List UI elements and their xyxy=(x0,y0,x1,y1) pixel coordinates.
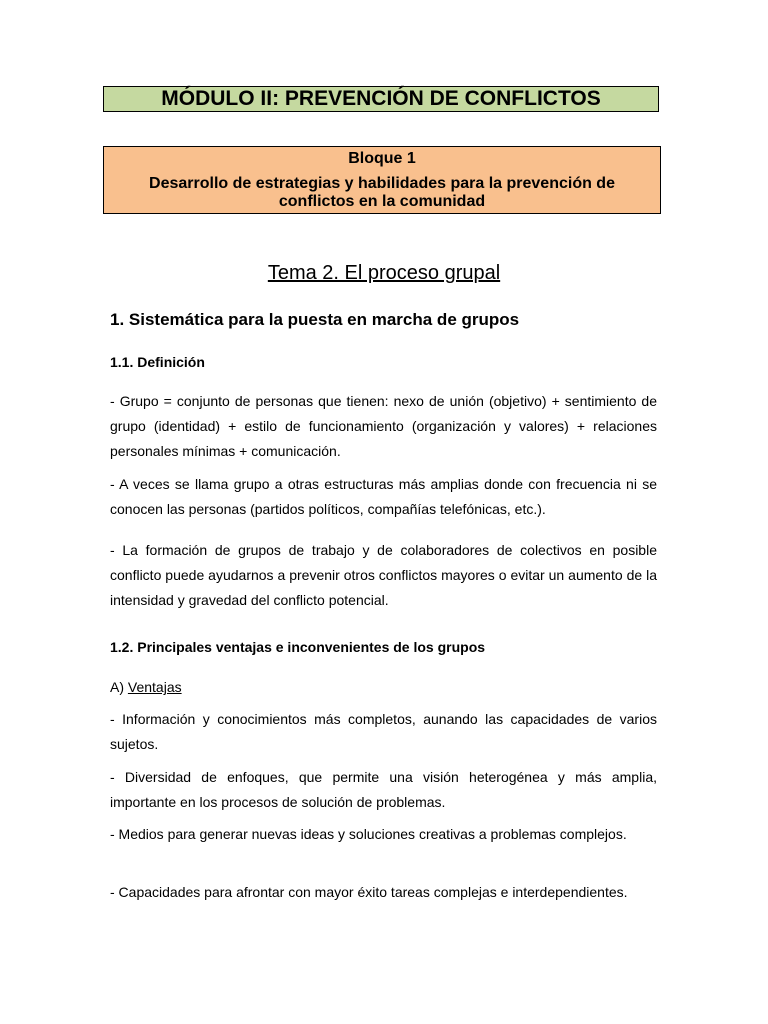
module-title-box xyxy=(103,86,659,112)
ventaja-item-2: - Diversidad de enfoques, que permite una visión heterogénea y más amplia, importante en los procesos de solución de problemas. xyxy=(110,769,657,810)
definition-paragraph-2: - A veces se llama grupo a otras estructuras más amplias donde con frecuencia ni se conocen las personas (partidos políticos, compañías telefónicas, etc.). xyxy=(110,476,657,517)
ventajas-label xyxy=(110,678,182,696)
bloque-box xyxy=(103,146,661,214)
ventaja-item-3: - Medios para generar nuevas ideas y soluciones creativas a problemas complejos. xyxy=(110,826,627,842)
ventaja-item-1: - Información y conocimientos más completos, aunando las capacidades de varios sujetos. xyxy=(110,711,657,752)
definition-paragraph-1: - Grupo = conjunto de personas que tienen: nexo de unión (objetivo) + sentimiento de grupo (identidad) + estilo de funcionamiento (organización y valores) + relaciones personales mínimas + comunicación. xyxy=(110,393,657,459)
bloque-subtitle: Desarrollo de estrategias y habilidades para la prevención de conflictos en la comunidad xyxy=(149,175,615,210)
section-1-heading: 1. Sistemática para la puesta en marcha de grupos xyxy=(110,310,520,329)
ventajas-word: Ventajas xyxy=(127,679,182,695)
ventajas-prefix: A) xyxy=(110,679,128,695)
module-title: MÓDULO II: PREVENCIÓN DE CONFLICTOS xyxy=(161,87,601,110)
bloque-title: Bloque 1 xyxy=(348,150,416,167)
subsection-1-1-heading: 1.1. Definición xyxy=(110,354,205,370)
definition-paragraph-3: - La formación de grupos de trabajo y de colaboradores de colectivos en posible conflicto puede ayudarnos a prevenir otros conflictos mayores o evitar un aumento de la intensidad y gravedad del conflicto potencial. xyxy=(110,542,657,608)
ventaja-item-4: - Capacidades para afrontar con mayor éxito tareas complejas e interdependientes. xyxy=(110,884,628,900)
tema-title: Tema 2. El proceso grupal xyxy=(267,262,501,284)
subsection-1-2-heading: 1.2. Principales ventajas e inconvenientes de los grupos xyxy=(110,639,486,655)
